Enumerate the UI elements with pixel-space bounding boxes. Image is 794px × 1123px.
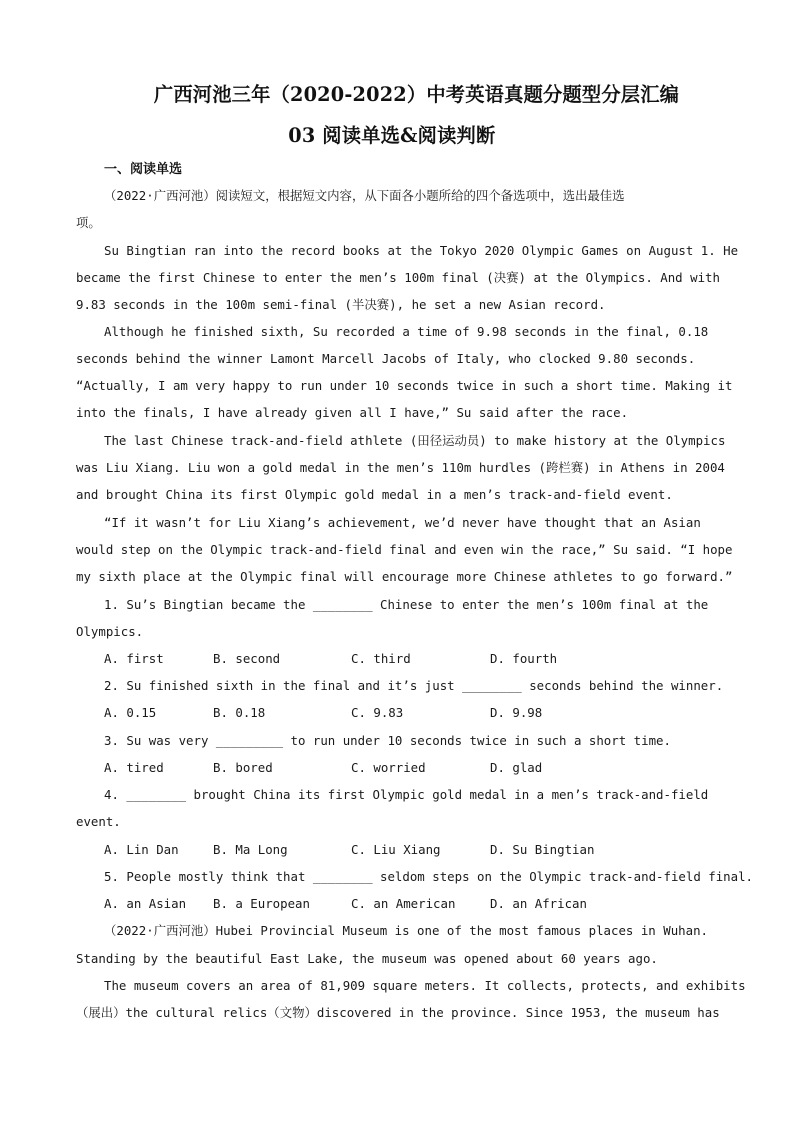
passage2-line: （展出）the cultural relics（文物）discovered in the province. Since 1953, the museum has bbox=[76, 1005, 720, 1020]
option-b: B. 0.18 bbox=[213, 705, 266, 720]
paragraph-line: seconds behind the winner Lamont Marcell Jacobs of Italy, who clocked 9.80 seconds. bbox=[76, 351, 696, 366]
option-c: C. third bbox=[351, 651, 411, 666]
paragraph-line: was Liu Xiang. Liu won a gold medal in the men’s 110m hurdles (跨栏赛) in Athens in 2004 bbox=[76, 460, 725, 475]
passage2-line: Standing by the beautiful East Lake, the museum was opened about 60 years ago. bbox=[76, 951, 658, 966]
paragraph-line: into the finals, I have already given all I have,” Su said after the race. bbox=[76, 405, 629, 420]
question-stem: 2. Su finished sixth in the final and it’s just ________ seconds behind the winner. bbox=[104, 678, 724, 693]
question-stem-cont: event. bbox=[76, 814, 121, 829]
question-stem: 3. Su was very _________ to run under 10 seconds twice in such a short time. bbox=[104, 733, 671, 748]
option-a: A. 0.15 bbox=[104, 705, 157, 720]
option-a: A. tired bbox=[104, 760, 164, 775]
paragraph-line: became the first Chinese to enter the men’s 100m final (决赛) at the Olympics. And with bbox=[76, 270, 720, 285]
option-d: D. fourth bbox=[490, 651, 558, 666]
option-b: B. second bbox=[213, 651, 281, 666]
option-b: B. Ma Long bbox=[213, 842, 288, 857]
option-a: A. first bbox=[104, 651, 164, 666]
paragraph-line: Su Bingtian ran into the record books at the Tokyo 2020 Olympic Games on August 1. He bbox=[104, 243, 739, 258]
question-stem-cont: Olympics. bbox=[76, 624, 144, 639]
passage2-line: （2022·广西河池）Hubei Provincial Museum is one of the most famous places in Wuhan. bbox=[104, 923, 708, 938]
option-b: B. a European bbox=[213, 896, 310, 911]
paragraph-line: The last Chinese track-and-field athlete (田径运动员) to make history at the Olympics bbox=[104, 433, 726, 448]
paragraph-line: “Actually, I am very happy to run under 10 seconds twice in such a short time. Making it bbox=[76, 378, 733, 393]
passage1-intro-cont: 项。 bbox=[76, 215, 101, 230]
option-c: C. 9.83 bbox=[351, 705, 404, 720]
option-d: D. Su Bingtian bbox=[490, 842, 595, 857]
paragraph-line: 9.83 seconds in the 100m semi-final (半决赛), he set a new Asian record. bbox=[76, 297, 606, 312]
option-a: A. an Asian bbox=[104, 896, 187, 911]
paragraph-line: my sixth place at the Olympic final will encourage more Chinese athletes to go forward.” bbox=[76, 569, 733, 584]
section-heading: 一、阅读单选 bbox=[104, 162, 183, 177]
option-b: B. bored bbox=[213, 760, 273, 775]
document-subtitle: 03 阅读单选&阅读判断 bbox=[288, 124, 496, 147]
passage1-intro: （2022·广西河池）阅读短文，根据短文内容，从下面各小题所给的四个备选项中，选出最佳选 bbox=[104, 188, 625, 203]
paragraph-line: and brought China its first Olympic gold medal in a men’s track-and-field event. bbox=[76, 487, 673, 502]
question-stem: 4. ________ brought China its first Olympic gold medal in a men’s track-and-field bbox=[104, 787, 709, 802]
option-c: C. an American bbox=[351, 896, 456, 911]
option-c: C. Liu Xiang bbox=[351, 842, 441, 857]
option-c: C. worried bbox=[351, 760, 426, 775]
option-a: A. Lin Dan bbox=[104, 842, 179, 857]
option-d: D. 9.98 bbox=[490, 705, 543, 720]
passage2-line: The museum covers an area of 81,909 square meters. It collects, protects, and exhibits bbox=[104, 978, 746, 993]
option-d: D. glad bbox=[490, 760, 543, 775]
paragraph-line: Although he finished sixth, Su recorded a time of 9.98 seconds in the final, 0.18 bbox=[104, 324, 709, 339]
question-stem: 1. Su’s Bingtian became the ________ Chinese to enter the men’s 100m final at the bbox=[104, 597, 709, 612]
question-stem: 5. People mostly think that ________ seldom steps on the Olympic track-and-field final. bbox=[104, 869, 754, 884]
document-title: 广西河池三年（2020-2022）中考英语真题分题型分层汇编 bbox=[153, 83, 680, 106]
option-d: D. an African bbox=[490, 896, 587, 911]
paragraph-line: would step on the Olympic track-and-field final and even win the race,” Su said. “I hope bbox=[76, 542, 733, 557]
paragraph-line: “If it wasn’t for Liu Xiang’s achievement, we’d never have thought that an Asian bbox=[104, 515, 701, 530]
